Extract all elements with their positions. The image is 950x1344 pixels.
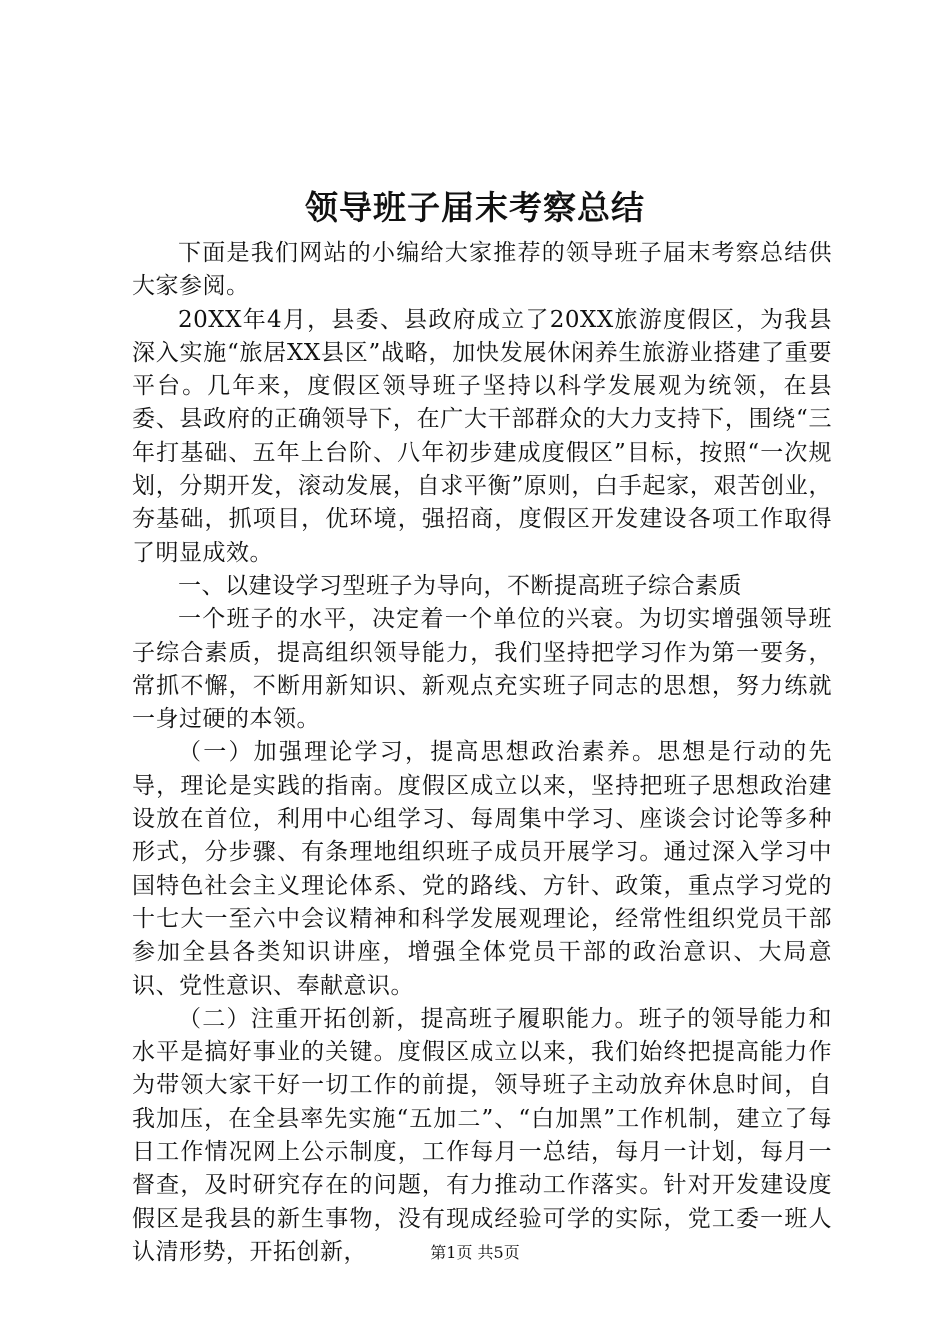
page-footer: 第1页 共5页	[430, 1243, 520, 1262]
paragraph-section-1: 一个班子的水平，决定着一个单位的兴衰。为切实增强领导班子综合素质，提高组织领导能力，我们坚持把学习作为第一要务，常抓不懈，不断用新知识、新观点充实班子同志的思想，努力练就一身过硬的本领。	[132, 606, 832, 733]
document-title: 领导班子届末考察总结	[305, 188, 645, 227]
paragraph-subsection-1: （一）加强理论学习，提高思想政治素养。思想是行动的先导，理论是实践的指南。度假区成立以来，坚持把班子思想政治建设放在首位，利用中心组学习、每周集中学习、座谈会讨论等多种形式，分步骤、有条理地组织班子成员开展学习。通过深入学习中国特色社会主义理论体系、党的路线、方针、政策，重点学习党的十七大一至六中会议精神和科学发展观理论，经常性组织党员干部参加全县各类知识讲座，增强全体党员干部的政治意识、大局意识、党性意识、奉献意识。	[132, 739, 832, 999]
paragraph-intro: 下面是我们网站的小编给大家推荐的领导班子届末考察总结供大家参阅。	[132, 240, 832, 300]
paragraph-subsection-2: （二）注重开拓创新，提高班子履职能力。班子的领导能力和水平是搞好事业的关键。度假区成立以来，我们始终把提高能力作为带领大家干好一切工作的前提，领导班子主动放弃休息时间，自我加压，在全县率先实施“五加二”、“白加黑”工作机制，建立了每日工作情况网上公示制度，工作每月一总结，每月一计划，每月一督查，及时研究存在的问题，有力推动工作落实。针对开发建设度假区是我县的新生事物，没有现成经验可学的实际，党工委一班人认清形势，开拓创新，	[132, 1005, 832, 1265]
document-body	[132, 237, 832, 1269]
paragraph-background: 20XX年4月，县委、县政府成立了20XX旅游度假区，为我县深入实施“旅居XX县区”战略，加快发展休闲养生旅游业搭建了重要平台。几年来，度假区领导班子坚持以科学发展观为统领，在县委、县政府的正确领导下，在广大干部群众的大力支持下，围绕“三年打基础、五年上台阶、八年初步建成度假区”目标，按照“一次规划，分期开发，滚动发展，自求平衡”原则，白手起家，艰苦创业，夯基础，抓项目，优环境，强招商，度假区开发建设各项工作取得了明显成效。	[132, 306, 832, 566]
section-heading-1: 一、以建设学习型班子为导向，不断提高班子综合素质	[178, 572, 742, 599]
